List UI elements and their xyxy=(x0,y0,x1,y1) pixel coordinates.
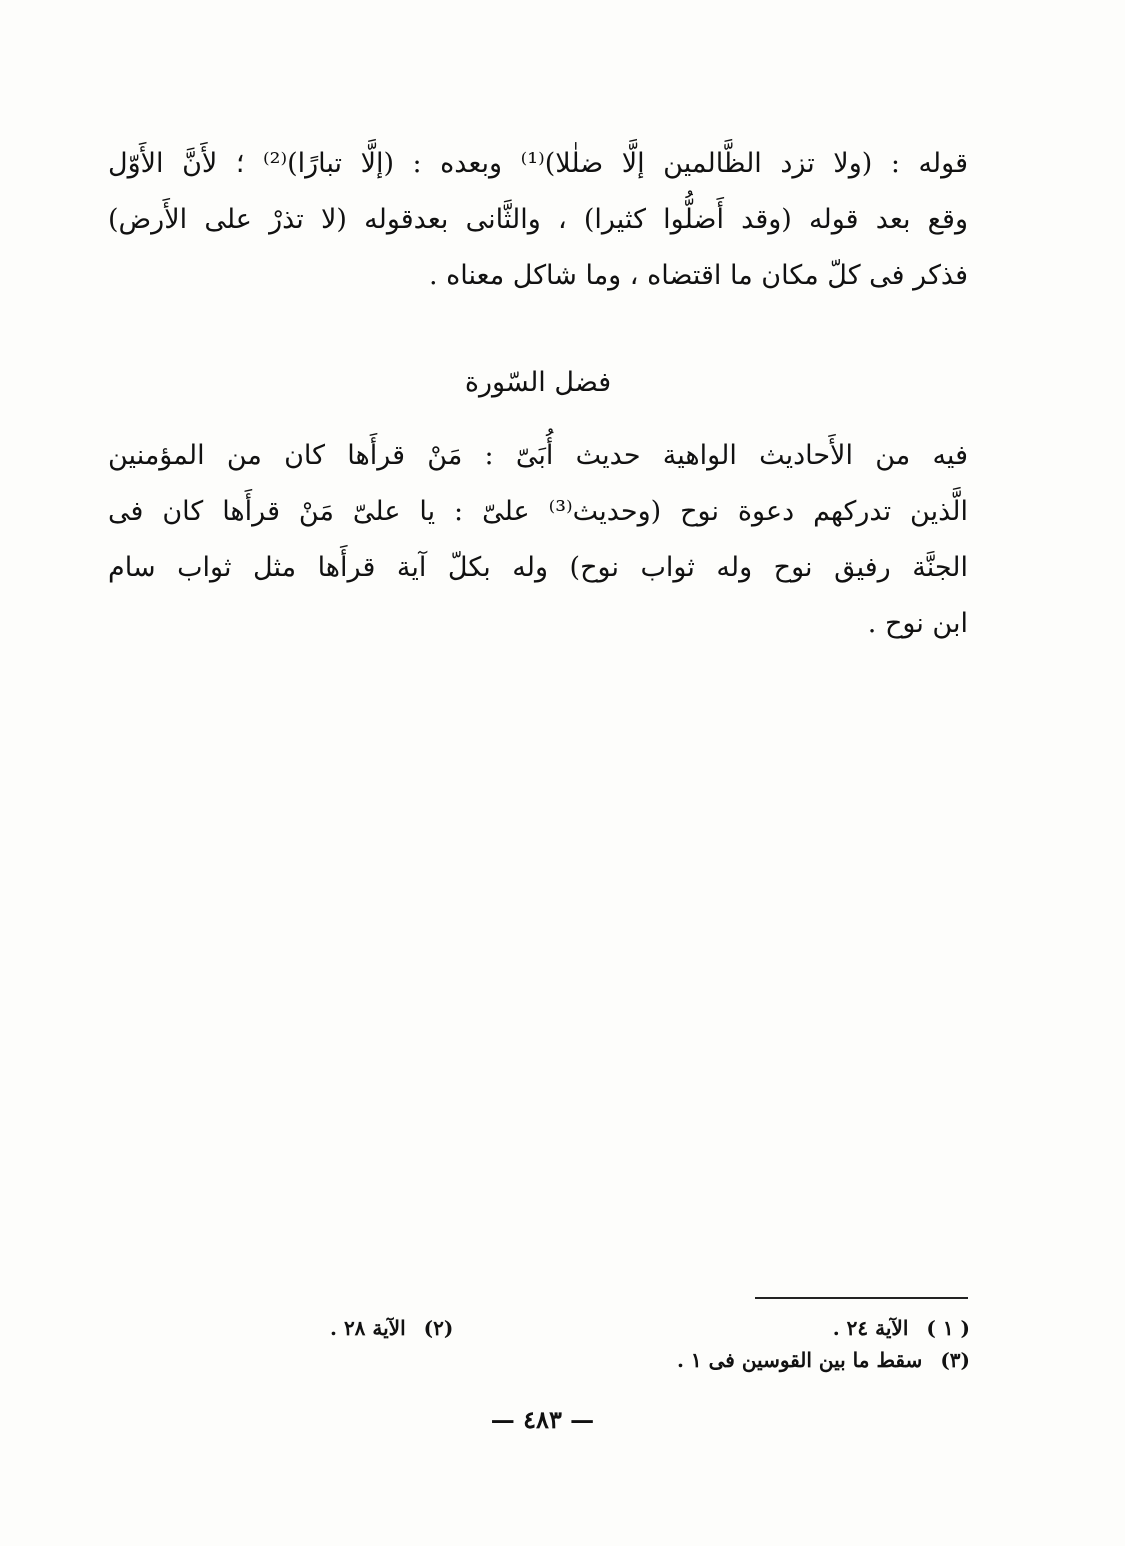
footnote-3-number: (٣) xyxy=(940,1348,970,1372)
footnote-2-number: (٢) xyxy=(423,1316,454,1340)
paragraph-2 xyxy=(108,428,968,652)
footnote-row-1 xyxy=(330,1312,970,1344)
paragraph-1-line-1: قوله : (ولا تزد الظَّالمين إلَّا ضلٰلا)⁽¹⁾ وبعده : (إلَّا تبارًا)⁽²⁾ ؛ لأَنَّ الأَوّل xyxy=(108,148,969,179)
section-heading: فضل السّورة xyxy=(464,367,612,398)
paragraph-1 xyxy=(108,136,968,304)
footnote-1-text: الآية ٢٤ . xyxy=(832,1316,909,1340)
footnote-3 xyxy=(677,1344,970,1376)
paragraph-2-line-3: الجنَّة رفيق نوح وله ثواب نوح) وله بكلّ آية قرأَها مثل ثواب سام xyxy=(108,552,968,583)
footnote-1-number: ( ١ ) xyxy=(926,1316,970,1340)
paragraph-1-line-3: فذكر فى كلّ مكان ما اقتضاه ، وما شاكل معناه . xyxy=(428,260,968,291)
paragraph-2-line-2: الَّذين تدركهم دعوة نوح (وحديث⁽³⁾ علىّ : يا علىّ مَنْ قرأَها كان فى xyxy=(108,496,968,527)
page-number: — ٤٨٣ — xyxy=(490,1405,595,1434)
footnote-2 xyxy=(330,1312,453,1344)
footnote-divider xyxy=(755,1297,968,1299)
paragraph-2-line-4: ابن نوح . xyxy=(867,608,968,639)
footnotes xyxy=(330,1312,970,1376)
footnote-2-text: الآية ٢٨ . xyxy=(330,1316,406,1340)
paragraph-2-line-1: فيه من الأَحاديث الواهية حديث أُبَىّ : مَنْ قرأَها كان من المؤمنين xyxy=(108,440,968,471)
paragraph-1-line-2: وقع بعد قوله (وقد أَضلُّوا كثيرا) ، والثَّانى بعدقوله (لا تذرْ على الأَرض) xyxy=(108,204,968,235)
footnote-1 xyxy=(833,1312,970,1344)
footnote-3-text: سقط ما بين القوسين فى ١ . xyxy=(676,1348,923,1372)
footnote-row-2 xyxy=(330,1344,970,1376)
